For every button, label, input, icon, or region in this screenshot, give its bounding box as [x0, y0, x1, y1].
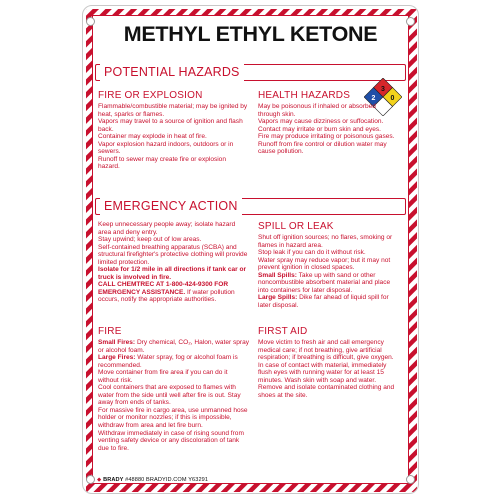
- text-line: Fire may produce irritating or poisonous gases.: [258, 133, 395, 141]
- emergency-section: [98, 221, 250, 304]
- fire-heading: FIRE: [98, 326, 122, 337]
- safety-sign: [82, 5, 419, 494]
- emergency-action-band: [95, 198, 406, 215]
- nfpa-health: 2: [371, 95, 376, 102]
- brady-logo-icon: ◆: [97, 477, 102, 483]
- fire-explosion-heading: FIRE OR EXPLOSION: [98, 90, 203, 101]
- text-line: Self-contained breathing apparatus (SCBA) and structural firefighter's protective clothing will provide limited protection.: [98, 243, 248, 266]
- text-line: Stop leak if you can do it without risk.: [258, 249, 366, 257]
- health-hazards-section: [258, 90, 398, 156]
- text-line: Dry chemical, CO₂, Halon, water spray or alcohol foam.: [98, 339, 249, 354]
- text-line: For massive fire in cargo area, use unmanned hose holder or monitor nozzles; if this is impossible, withdraw from area and let fire burn.: [98, 406, 248, 430]
- text-line: In case of contact with material, immediately flush eyes with running water for at least 15 minutes. Wash skin with soap and water.: [258, 361, 387, 384]
- text-line: Vapor explosion hazard indoors, outdoors or in sewers.: [98, 140, 234, 156]
- nfpa-flammability: 3: [381, 86, 385, 93]
- sign-footer: [97, 477, 208, 483]
- brand-website: BRADYID.COM: [146, 477, 187, 483]
- text-line: Contact may irritate or burn skin and eyes.: [258, 125, 381, 133]
- mounting-hole: [86, 475, 95, 484]
- text-line: Flammable/combustible material; may be ignited by heat, sparks or flames.: [98, 103, 248, 118]
- part-number: #48880: [125, 477, 145, 483]
- spill-leak-section: [258, 221, 398, 309]
- first-aid-section: [258, 326, 398, 399]
- text-line: May be poisonous if inhaled or absorbed through skin.: [258, 103, 376, 118]
- chemtrec-notice: CALL CHEMTREC AT 1-800-424-9300 FOR EMERGENCY ASSISTANCE.: [98, 281, 229, 296]
- small-spills-label: Small Spills:: [258, 271, 297, 279]
- text-line: Move container from fire area if you can do it without risk.: [98, 369, 228, 384]
- health-hazards-heading: HEALTH HAZARDS: [258, 90, 351, 101]
- text-line: Vapors may travel to a source of ignition and flash back.: [98, 118, 243, 133]
- text-line: If water pollution occurs, notify the appropriate authorities.: [98, 288, 235, 304]
- fire-explosion-section: [98, 90, 248, 171]
- text-line: Water spray, fog or alcohol foam is recommended.: [98, 354, 238, 369]
- emergency-action-heading: EMERGENCY ACTION: [100, 198, 242, 215]
- fire-section: [98, 326, 250, 452]
- text-line: Water spray may reduce vapor; but it may not prevent ignition in closed spaces.: [258, 256, 391, 272]
- text-line: Withdraw immediately in case of rising sound from venting safety device or any discoloration of tank due to fire.: [98, 429, 244, 452]
- spill-leak-heading: SPILL OR LEAK: [258, 221, 334, 232]
- text-line: Take up with sand or other noncombustible absorbent material and place into containers for later disposal.: [258, 271, 391, 294]
- nfpa-instability: 0: [390, 95, 395, 102]
- isolate-notice: Isolate for 1/2 mile in all directions if tank car or truck is involved in fire.: [98, 266, 247, 281]
- text-line: Runoff to sewer may create fire or explosion hazard.: [98, 155, 226, 171]
- text-line: Remove and isolate contaminated clothing and shoes at the site.: [258, 384, 395, 399]
- text-line: Shut off ignition sources; no flares, smoking or flames in hazard area.: [258, 234, 393, 249]
- potential-hazards-band: [95, 64, 406, 81]
- mounting-hole: [406, 475, 415, 484]
- large-fires-label: Large Fires:: [98, 354, 136, 362]
- text-line: Runoff from fire control or dilution water may cause pollution.: [258, 140, 387, 156]
- text-line: Container may explode in heat of fire.: [98, 133, 207, 141]
- potential-hazards-heading: POTENTIAL HAZARDS: [100, 64, 244, 81]
- sign-title: METHYL ETHYL KETONE: [123, 22, 378, 46]
- text-line: Stay upwind; keep out of low areas.: [98, 236, 202, 244]
- text-line: Keep unnecessary people away; isolate hazard area and deny entry.: [98, 221, 236, 236]
- small-fires-label: Small Fires:: [98, 339, 136, 346]
- text-line: Cool containers that are exposed to flames with water from the side until well after fire is out. Stay away from ends of tanks.: [98, 384, 241, 407]
- product-code: Y63291: [188, 477, 209, 483]
- first-aid-heading: FIRST AID: [258, 326, 308, 337]
- text-line: Vapors may cause dizziness or suffocation.: [258, 118, 384, 126]
- large-spills-label: Large Spills:: [258, 294, 298, 302]
- text-line: Dike far ahead of liquid spill for later disposal.: [258, 294, 389, 309]
- brand-name: BRADY: [103, 477, 124, 483]
- text-line: Move victim to fresh air and call emergency medical care; if not breathing, give artificial respiration; if breathing is difficult, give oxygen.: [258, 339, 394, 362]
